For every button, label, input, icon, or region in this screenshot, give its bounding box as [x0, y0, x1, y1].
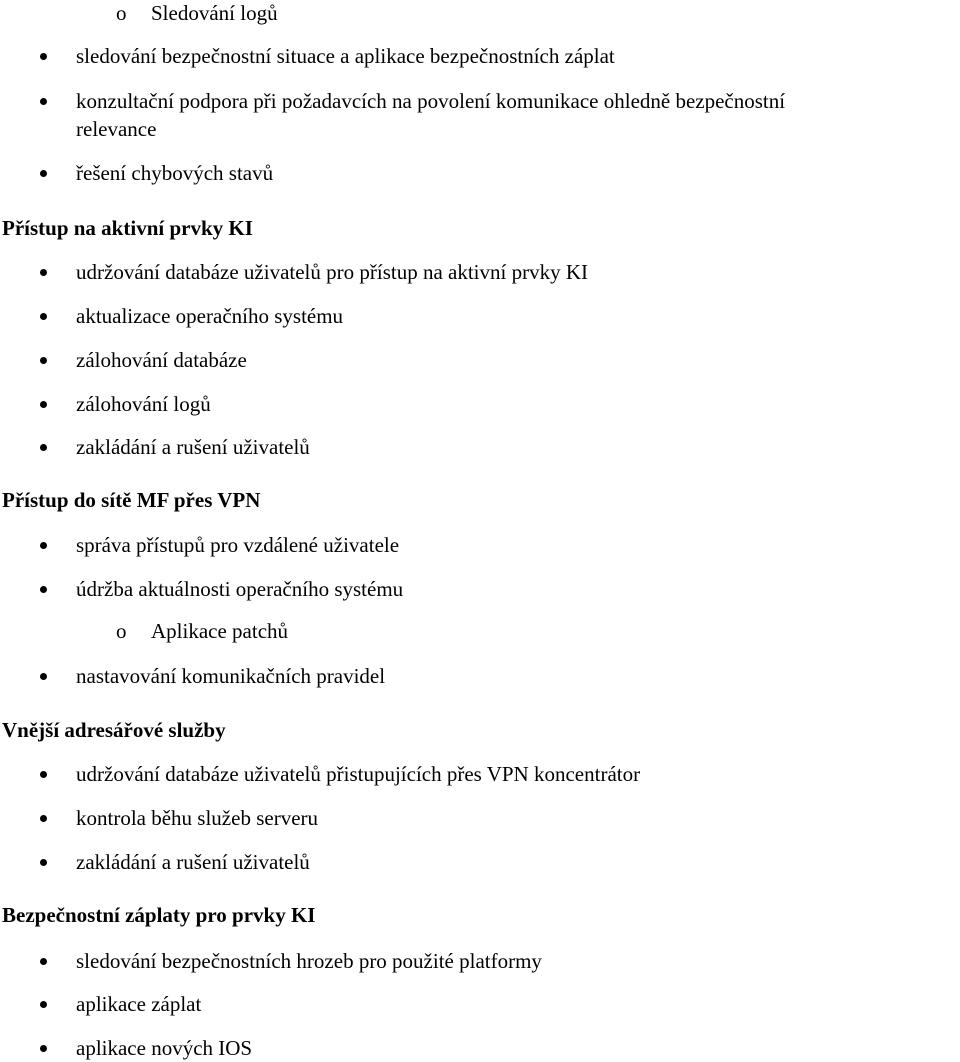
- sub-list-item: Sledování logů: [151, 1, 278, 25]
- list-item: aktualizace operačního systému: [76, 304, 344, 328]
- sub-list-item: Aplikace patchů: [151, 619, 289, 643]
- list-item: nastavování komunikačních pravidel: [76, 664, 386, 688]
- list-item: udržování databáze uživatelů pro přístup na aktivní prvky KI: [76, 260, 588, 284]
- bullet-icon: [40, 357, 47, 364]
- bullet-icon: [40, 269, 47, 276]
- bullet-icon: [40, 1001, 47, 1008]
- list-item: sledování bezpečnostní situace a aplikace bezpečnostních záplat: [76, 44, 615, 68]
- section-heading: Bezpečnostní záplaty pro prvky KI: [2, 903, 316, 927]
- list-item-continuation: relevance: [76, 117, 157, 141]
- list-item: sledování bezpečnostních hrozeb pro použité platformy: [76, 949, 542, 973]
- list-item: údržba aktuálnosti operačního systému: [76, 577, 404, 601]
- bullet-icon: [40, 958, 47, 965]
- section-heading: Přístup na aktivní prvky KI: [2, 216, 253, 240]
- list-item: zakládání a rušení uživatelů: [76, 435, 310, 459]
- list-item: aplikace nových IOS: [76, 1036, 253, 1060]
- bullet-icon: [40, 53, 47, 60]
- bullet-icon: [40, 586, 47, 593]
- sub-bullet-marker: o: [116, 619, 127, 643]
- list-item: kontrola běhu služeb serveru: [76, 806, 319, 830]
- list-item: zálohování databáze: [76, 348, 247, 372]
- bullet-icon: [40, 313, 47, 320]
- bullet-icon: [40, 1045, 47, 1052]
- sub-bullet-marker: o: [116, 1, 127, 25]
- bullet-icon: [40, 401, 47, 408]
- bullet-icon: [40, 815, 47, 822]
- list-item: zálohování logů: [76, 392, 211, 416]
- section-heading: Přístup do sítě MF přes VPN: [2, 488, 261, 512]
- bullet-icon: [40, 771, 47, 778]
- bullet-icon: [40, 98, 47, 105]
- list-item: správa přístupů pro vzdálené uživatele: [76, 533, 400, 557]
- bullet-icon: [40, 859, 47, 866]
- list-item: zakládání a rušení uživatelů: [76, 850, 310, 874]
- bullet-icon: [40, 542, 47, 549]
- bullet-icon: [40, 444, 47, 451]
- list-item: konzultační podpora při požadavcích na povolení komunikace ohledně bezpečnostní: [76, 89, 786, 113]
- list-item: řešení chybových stavů: [76, 161, 274, 185]
- list-item: aplikace záplat: [76, 992, 202, 1016]
- bullet-icon: [40, 170, 47, 177]
- bullet-icon: [40, 673, 47, 680]
- list-item: udržování databáze uživatelů přistupujících přes VPN koncentrátor: [76, 762, 641, 786]
- section-heading: Vnější adresářové služby: [2, 718, 226, 742]
